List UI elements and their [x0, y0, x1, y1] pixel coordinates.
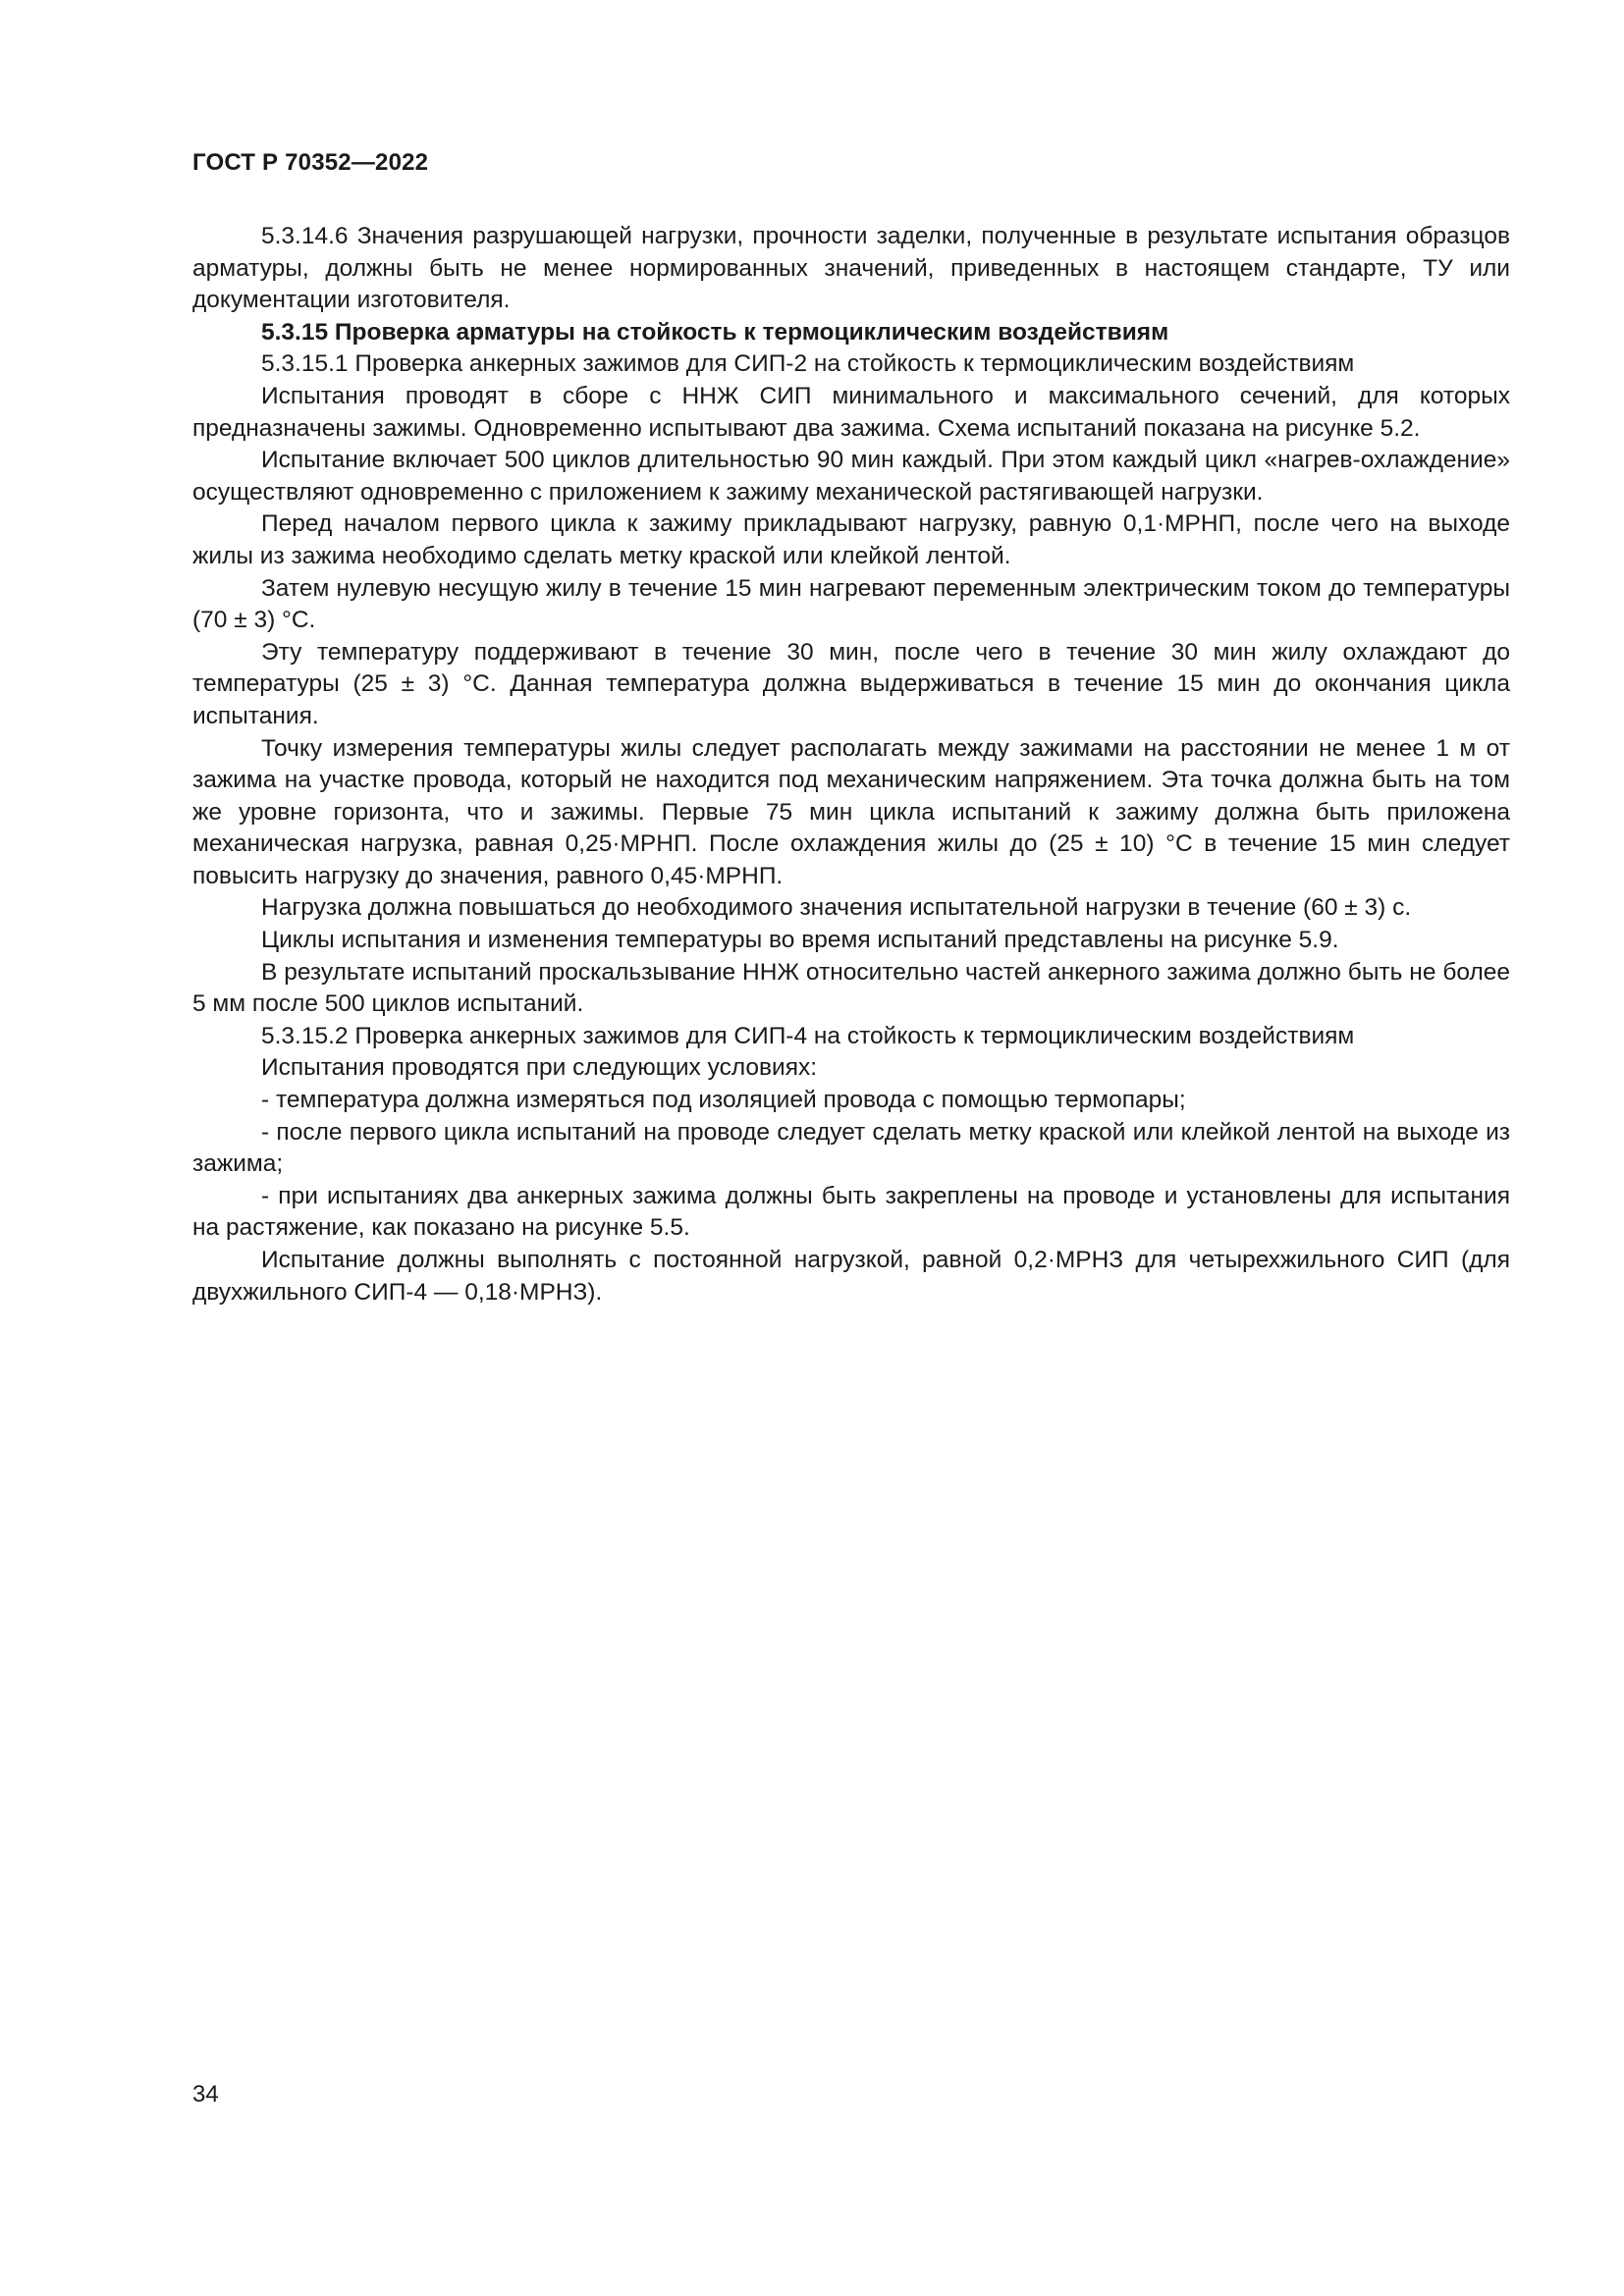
subsection-heading-5-3-15-2: 5.3.15.2 Проверка анкерных зажимов для СИП-4 на стойкость к термоциклическим воздействиям	[261, 1022, 1355, 1049]
paragraph: Циклы испытания и изменения температуры во время испытаний представлены на рисунке 5.9.	[261, 927, 1339, 954]
subsection-heading-5-3-15-1: 5.3.15.1 Проверка анкерных зажимов для СИП-2 на стойкость к термоциклическим воздействиям	[261, 350, 1355, 378]
paragraph: Нагрузка должна повышаться до необходимого значения испытательной нагрузки в течение (60 ± 3) с.	[261, 894, 1412, 922]
paragraph: Испытание включает 500 циклов длительностью 90 мин каждый. При этом каждый цикл «нагрев-охлаждение» осуществляют одновременно с приложением к зажиму механической растягивающей нагрузки.	[192, 447, 1510, 506]
paragraph: Испытание должны выполнять с постоянной нагрузкой, равной 0,2·МРНЗ для четырехжильного СИП (для двухжильного СИП-4 — 0,18·МРНЗ).	[192, 1247, 1510, 1306]
list-item: - при испытаниях два анкерных зажима должны быть закреплены на проводе и установлены для испытания на растяжение, как показано на рисунке 5.5.	[192, 1182, 1510, 1242]
paragraph: Затем нулевую несущую жилу в течение 15 мин нагревают переменным электрическим током до температуры (70 ± 3) °С.	[192, 574, 1510, 634]
paragraph: Точку измерения температуры жилы следует располагать между зажимами на расстоянии не менее 1 м от зажима на участке провода, который не находится под механическим напряжением. Эта точка должна быть на том же уровне горизонта, что и зажимы. Первые 75 мин цикла испытаний к зажиму должна быть приложена механическая нагрузка, равная 0,25·МРНП. После охлаждения жилы до (25 ± 10) °С в течение 15 мин следует повысить нагрузку до значения, равного 0,45·МРНП.	[192, 734, 1510, 889]
paragraph: Эту температуру поддерживают в течение 30 мин, после чего в течение 30 мин жилу охлаждают до температуры (25 ± 3) °С. Данная температура должна выдерживаться в течение 15 мин до окончания цикла испытания.	[192, 638, 1510, 729]
paragraph: В результате испытаний проскальзывание ННЖ относительно частей анкерного зажима должно быть не более 5 мм после 500 циклов испытаний.	[192, 958, 1510, 1018]
list-item: - температура должна измеряться под изоляцией провода с помощью термопары;	[261, 1087, 1186, 1114]
document-body	[192, 221, 1510, 1308]
section-heading-5-3-15: 5.3.15 Проверка арматуры на стойкость к термоциклическим воздействиям	[261, 318, 1169, 346]
paragraph-5-3-14-6: 5.3.14.6 Значения разрушающей нагрузки, прочности заделки, полученные в результате испытания образцов арматуры, должны быть не менее нормированных значений, приведенных в настоящем стандарте, ТУ или документации изготовителя.	[192, 223, 1510, 314]
page-number: 34	[192, 2081, 219, 2108]
document-header: ГОСТ Р 70352—2022	[192, 149, 429, 176]
paragraph: Перед началом первого цикла к зажиму прикладывают нагрузку, равную 0,1·МРНП, после чего на выходе жилы из зажима необходимо сделать метку краской или клейкой лентой.	[192, 510, 1510, 569]
paragraph: Испытания проводят в сборе с ННЖ СИП минимального и максимального сечений, для которых предназначены зажимы. Одновременно испытывают два зажима. Схема испытаний показана на рисунке 5.2.	[192, 382, 1510, 442]
paragraph: Испытания проводятся при следующих условиях:	[261, 1054, 818, 1082]
list-item: - после первого цикла испытаний на проводе следует сделать метку краской или клейкой лентой на выходе из зажима;	[192, 1118, 1510, 1178]
